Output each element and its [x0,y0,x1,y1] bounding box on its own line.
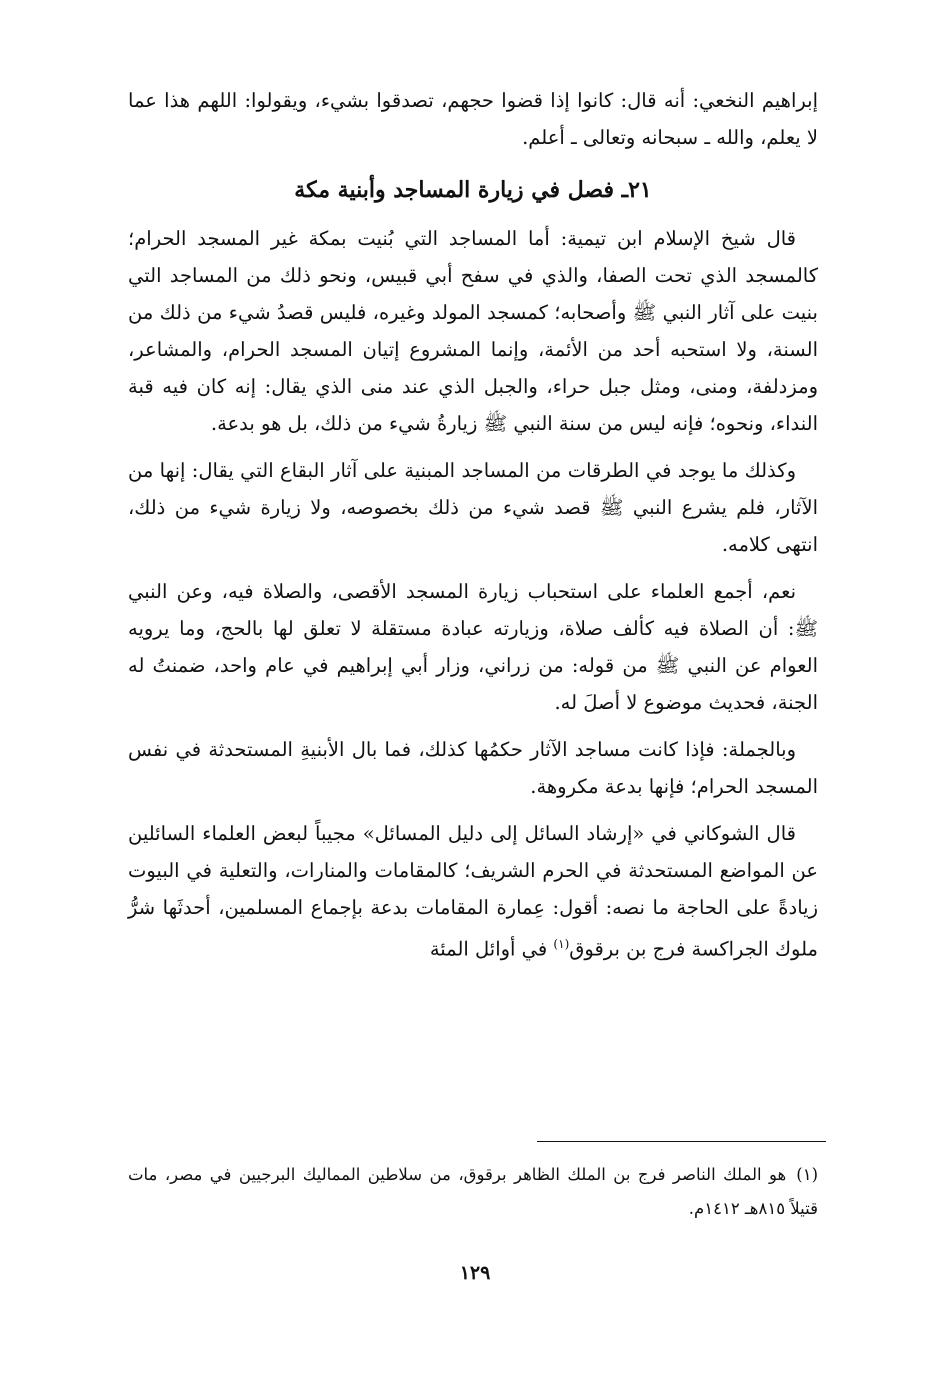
page-number: ١٢٩ [459,1262,491,1284]
footnote-number: (١) [796,1165,818,1184]
footnote-1 [128,1158,818,1226]
paragraph-2: وكذلك ما يوجد في الطرقات من المساجد المبنية على آثار البقاع التي يقال: إنها من الآثار، فلم يشرع النبي ﷺ قصد شيء من ذلك بخصوصه، ولا زيارة شيء من ذلك، انتهى كلامه. [128,459,818,556]
paragraph-5 [128,815,818,968]
footnote-reference: (١) [553,937,570,951]
section-heading: ٢١ـ فصل في زيارة المساجد وأبنية مكة [294,177,652,203]
footnote-text: هو الملك الناصر فرج بن الملك الظاهر برقوق، من سلاطين المماليك البرجيين في مصر، مات قتيلاً ٨١٥هـ ١٤١٢م. [128,1165,818,1218]
paragraph-5-tail: في أوائل المئة [429,937,554,961]
paragraph-5-text: قال الشوكاني في «إرشاد السائل إلى دليل المسائل» مجيباً لبعض العلماء السائلين عن المواضع المستحدثة في الحرم الشريف؛ كالمقامات والمنارات، والتعلية في البيوت زيادةً على الحاجة ما نصه: أقول: عِمارة المقامات بدعة بإجماع المسلمين، أحدثَها شرُّ ملوك الجراكسة فرج بن برقوق [128,822,818,961]
paragraph-4: وبالجملة: فإذا كانت مساجد الآثار حكمُها كذلك، فما بال الأبنيةِ المستحدثة في نفس المسجد الحرام؛ فإنها بدعة مكروهة. [128,738,818,798]
main-text [128,82,818,978]
paragraph-intro: إبراهيم النخعي: أنه قال: كانوا إذا قضوا حجهم، تصدقوا بشيء، ويقولوا: اللهم هذا عما لا يعلم، والله ـ سبحانه وتعالى ـ أعلم. [128,89,818,149]
footnotes [128,1158,818,1226]
paragraph-1: قال شيخ الإسلام ابن تيمية: أما المساجد التي بُنيت بمكة غير المسجد الحرام؛ كالمسجد الذي تحت الصفا، والذي في سفح أبي قبيس، ونحو ذلك من المساجد التي بنيت على آثار النبي ﷺ وأصحابه؛ كمسجد المولد وغيره، فليس قصدُ شيء من ذلك من السنة، ولا استحبه أحد من الأئمة، وإنما المشروع إتيان المسجد الحرام، والمشاعر، ومزدلفة، ومنى، ومثل جبل حراء، والجبل الذي عند منى الذي يقال: إنه كان فيه قبة النداء، ونحوه؛ فإنه ليس من سنة النبي ﷺ زيارةُ شيء من ذلك، بل هو بدعة. [128,227,818,435]
paragraph-3: نعم، أجمع العلماء على استحباب زيارة المسجد الأقصى، والصلاة فيه، وعن النبي ﷺ: أن الصلاة فيه كألف صلاة، وزيارته عبادة مستقلة لا تعلق لها بالحج، وما يرويه العوام عن النبي ﷺ من قوله: من زراني، وزار أبي إبراهيم في عام واحد، ضمنتُ له الجنة، فحديث موضوع لا أصلَ له. [128,580,818,714]
footnote-separator [537,1141,826,1142]
